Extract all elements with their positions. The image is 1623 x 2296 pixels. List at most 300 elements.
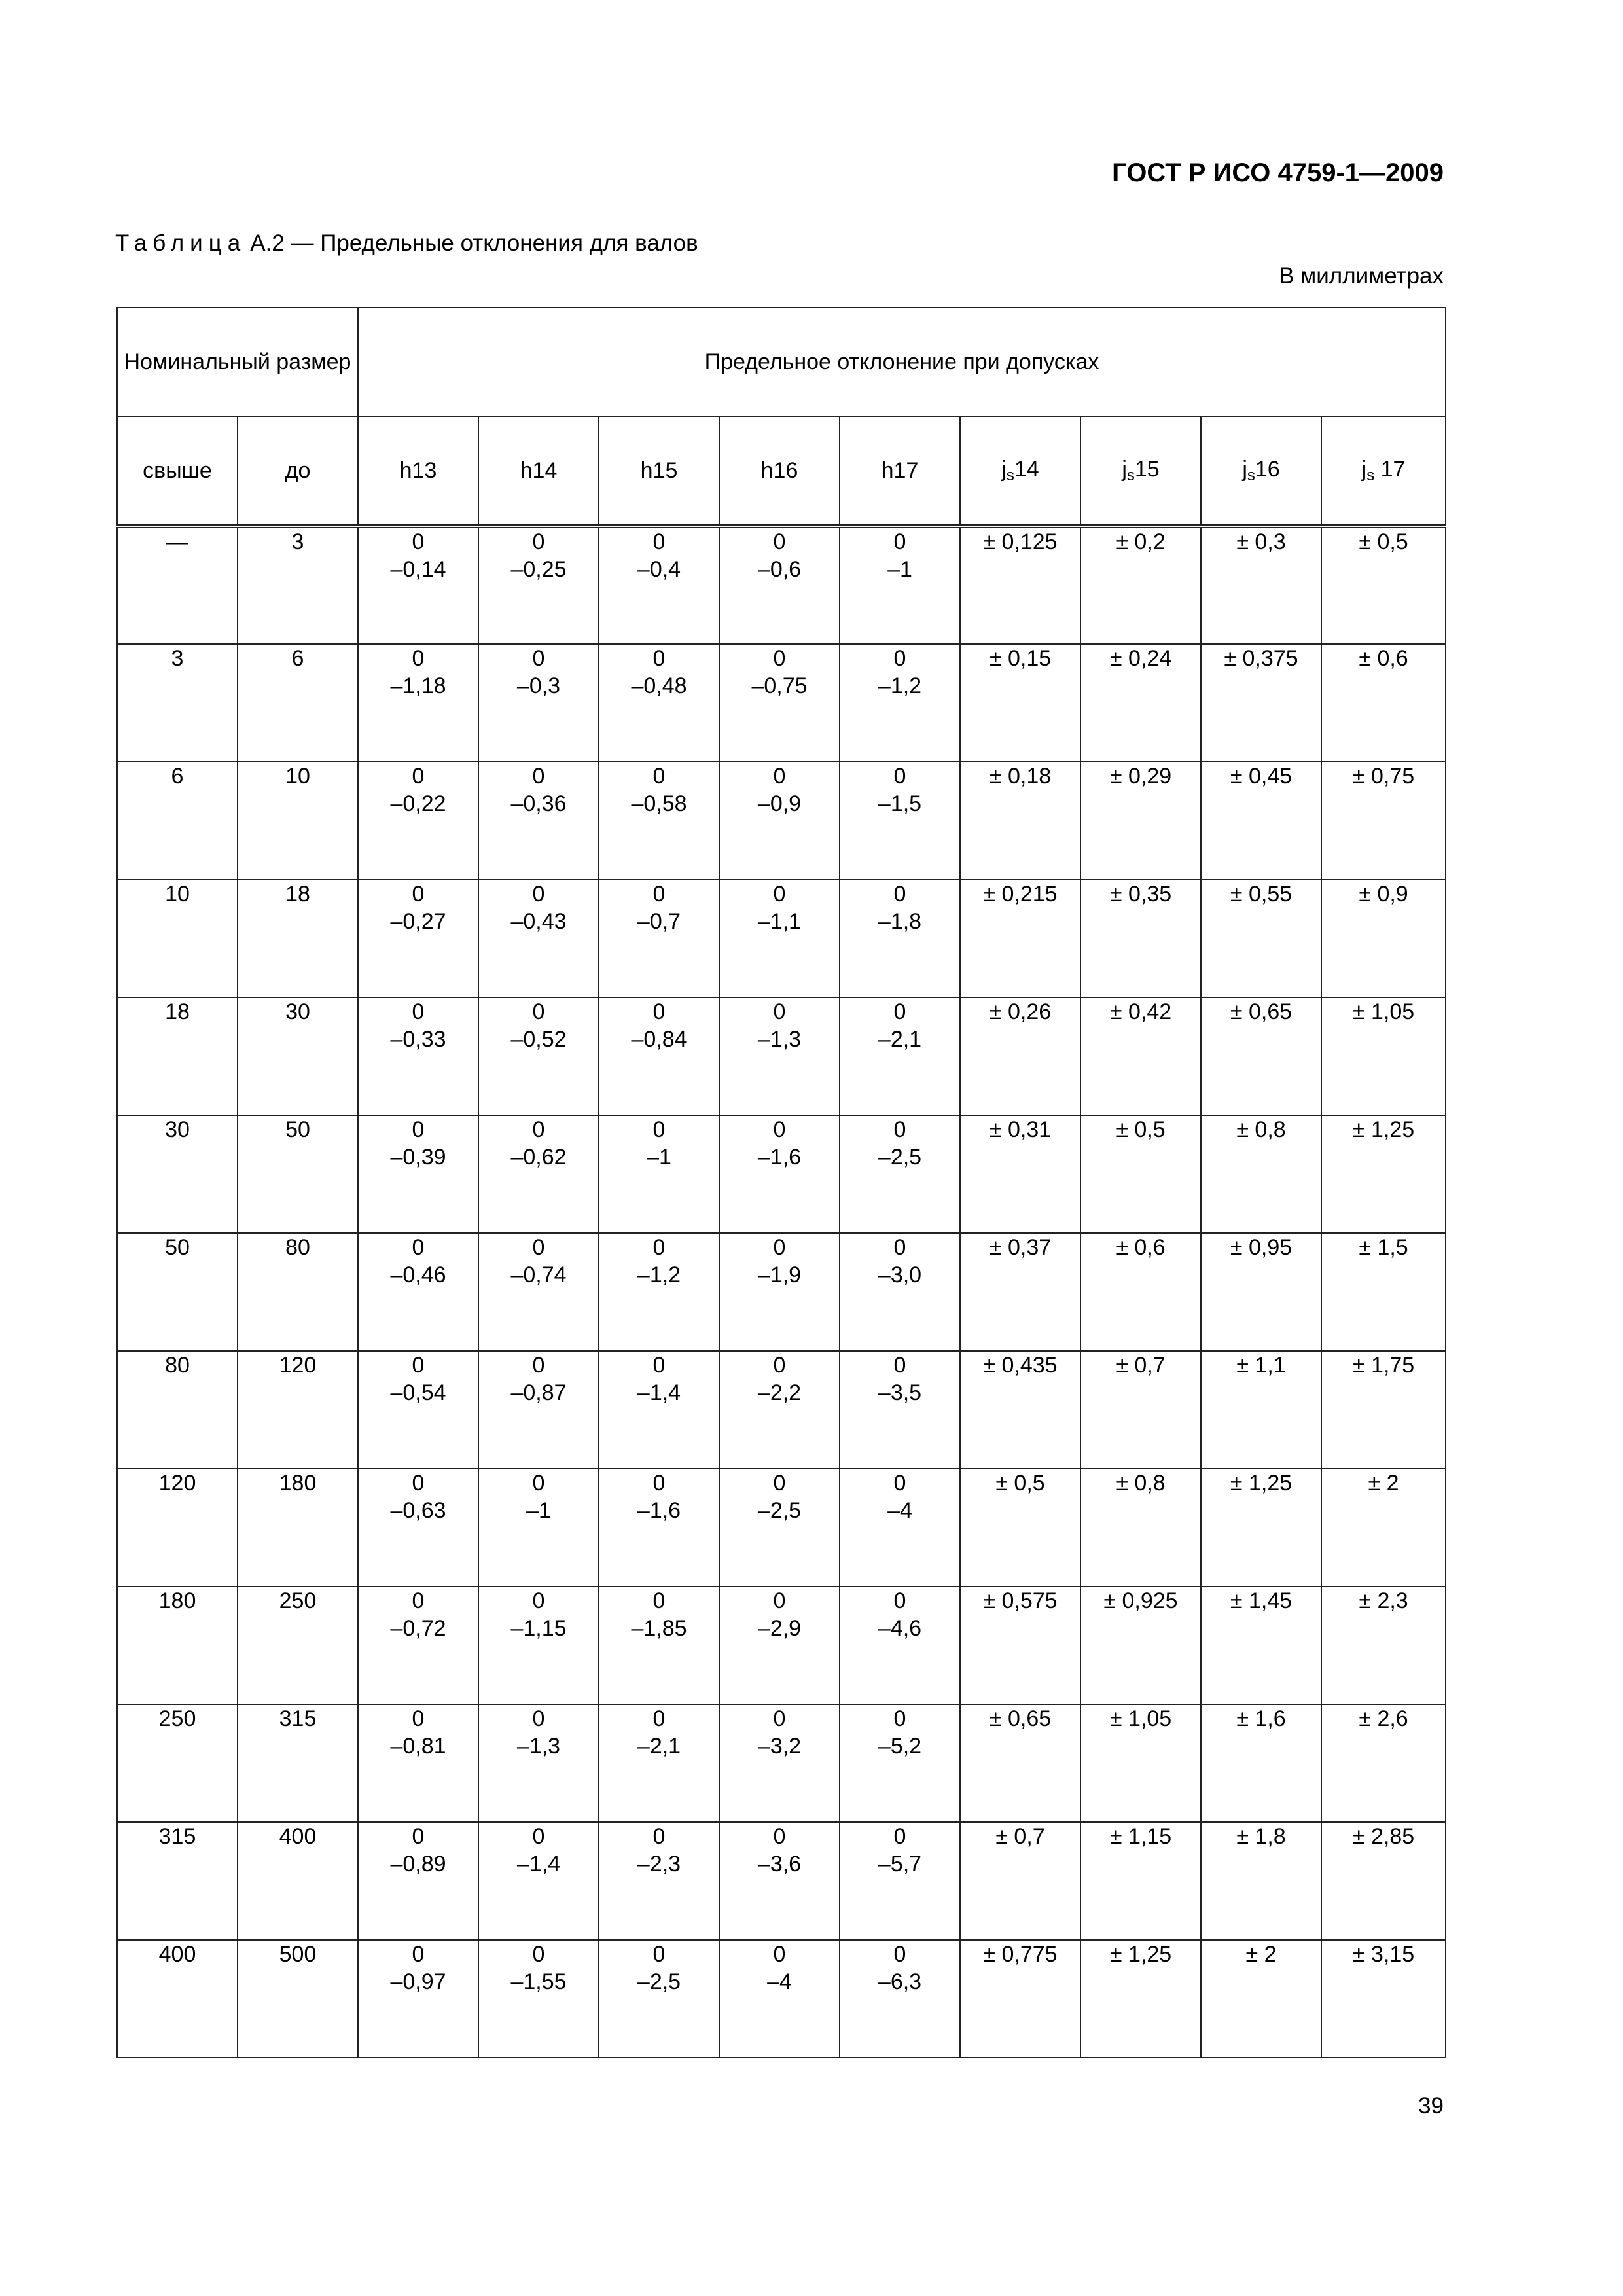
cell-js14: ± 0,37 (960, 1233, 1080, 1351)
upper-deviation: 0 (893, 882, 906, 906)
cell-h15 (599, 1233, 719, 1351)
cell-over: 50 (117, 1233, 238, 1351)
cell-h17 (840, 1469, 960, 1587)
lower-deviation: –4 (887, 1498, 912, 1523)
cell-js14: ± 0,18 (960, 762, 1080, 880)
cell-h17 (840, 1351, 960, 1469)
upper-deviation: 0 (412, 1471, 425, 1496)
cell-js17: ± 0,9 (1321, 880, 1446, 997)
upper-deviation: 0 (893, 529, 906, 554)
column-header-over: свыше (117, 416, 238, 526)
upper-deviation: 0 (412, 1117, 425, 1142)
header-limit-deviation: Предельное отклонение при допусках (358, 308, 1446, 416)
column-header-h15: h15 (599, 416, 719, 526)
table-row (117, 762, 1446, 880)
lower-deviation: –0,3 (516, 673, 561, 698)
lower-deviation: –1 (647, 1145, 671, 1170)
cell-js16: ± 1,6 (1201, 1704, 1321, 1822)
upper-deviation: 0 (652, 646, 666, 671)
upper-deviation: 0 (532, 1235, 545, 1260)
upper-deviation: 0 (412, 529, 425, 554)
lower-deviation: –0,63 (390, 1498, 446, 1523)
upper-deviation: 0 (893, 1706, 906, 1731)
table-row (117, 644, 1446, 762)
table-row (117, 1822, 1446, 1940)
upper-deviation: 0 (893, 1353, 906, 1378)
cell-to: 315 (238, 1704, 358, 1822)
lower-deviation: –0,46 (390, 1263, 446, 1287)
upper-deviation: 0 (893, 1588, 906, 1613)
lower-deviation: –1,9 (757, 1263, 802, 1287)
table-caption-word: Таблица (115, 230, 247, 256)
cell-h16 (719, 1351, 840, 1469)
cell-js15: ± 0,925 (1080, 1587, 1201, 1704)
cell-js14: ± 0,31 (960, 1115, 1080, 1233)
cell-to: 180 (238, 1469, 358, 1587)
header-nominal-size: Номинальный размер (117, 308, 358, 416)
upper-deviation: 0 (532, 999, 545, 1024)
lower-deviation: –2,1 (878, 1027, 922, 1052)
js15-subscript: s (1126, 466, 1135, 484)
cell-js16: ± 1,45 (1201, 1587, 1321, 1704)
cell-to: 30 (238, 997, 358, 1115)
upper-deviation: 0 (532, 1471, 545, 1496)
table-row (117, 880, 1446, 997)
lower-deviation: –4,6 (878, 1616, 922, 1641)
cell-h14 (478, 1115, 599, 1233)
cell-h13 (358, 1233, 478, 1351)
lower-deviation: –2,2 (757, 1380, 802, 1405)
upper-deviation: 0 (532, 1824, 545, 1849)
cell-js15: ± 0,7 (1080, 1351, 1201, 1469)
upper-deviation: 0 (412, 764, 425, 789)
lower-deviation: –0,33 (390, 1027, 446, 1052)
cell-h17 (840, 762, 960, 880)
column-header-h14: h14 (478, 416, 599, 526)
cell-js17: ± 1,75 (1321, 1351, 1446, 1469)
upper-deviation: 0 (893, 1471, 906, 1496)
cell-h13 (358, 762, 478, 880)
cell-h17 (840, 1115, 960, 1233)
table-caption (115, 230, 698, 257)
cell-js14: ± 0,125 (960, 526, 1080, 644)
upper-deviation: 0 (532, 1117, 545, 1142)
column-header-js16 (1201, 416, 1321, 526)
lower-deviation: –0,39 (390, 1145, 446, 1170)
cell-h13 (358, 644, 478, 762)
cell-h15 (599, 1940, 719, 2058)
upper-deviation: 0 (773, 1824, 786, 1849)
cell-js15: ± 1,25 (1080, 1940, 1201, 2058)
cell-js15: ± 1,15 (1080, 1822, 1201, 1940)
cell-h17 (840, 1233, 960, 1351)
cell-over: 180 (117, 1587, 238, 1704)
cell-to: 6 (238, 644, 358, 762)
table-row (117, 1351, 1446, 1469)
upper-deviation: 0 (652, 1824, 666, 1849)
lower-deviation: –2,5 (637, 1969, 681, 1994)
column-header-h13: h13 (358, 416, 478, 526)
lower-deviation: –1,6 (637, 1498, 681, 1523)
lower-deviation: –1,3 (516, 1734, 561, 1759)
lower-deviation: –3,0 (878, 1263, 922, 1287)
cell-js16: ± 0,95 (1201, 1233, 1321, 1351)
cell-h15 (599, 1115, 719, 1233)
lower-deviation: –0,84 (631, 1027, 687, 1052)
cell-js14: ± 0,26 (960, 997, 1080, 1115)
cell-js16: ± 0,375 (1201, 644, 1321, 762)
upper-deviation: 0 (773, 764, 786, 789)
upper-deviation: 0 (773, 1117, 786, 1142)
cell-js14: ± 0,215 (960, 880, 1080, 997)
document-code: ГОСТ Р ИСО 4759-1—2009 (1112, 158, 1444, 187)
lower-deviation: –1 (526, 1498, 551, 1523)
upper-deviation: 0 (652, 1706, 666, 1731)
lower-deviation: –3,5 (878, 1380, 922, 1405)
upper-deviation: 0 (652, 529, 666, 554)
cell-js17: ± 0,5 (1321, 526, 1446, 644)
cell-h14 (478, 1469, 599, 1587)
cell-h17 (840, 1704, 960, 1822)
cell-h13 (358, 1115, 478, 1233)
cell-h15 (599, 1822, 719, 1940)
cell-to: 10 (238, 762, 358, 880)
lower-deviation: –1,4 (516, 1852, 561, 1876)
cell-h17 (840, 1940, 960, 2058)
cell-h17 (840, 880, 960, 997)
lower-deviation: –6,3 (878, 1969, 922, 1994)
cell-h17 (840, 526, 960, 644)
upper-deviation: 0 (532, 529, 545, 554)
cell-h15 (599, 1351, 719, 1469)
lower-deviation: –0,43 (510, 909, 567, 934)
cell-h13 (358, 1822, 478, 1940)
cell-js16: ± 0,65 (1201, 997, 1321, 1115)
lower-deviation: –0,74 (510, 1263, 567, 1287)
cell-h16 (719, 762, 840, 880)
cell-js17: ± 0,75 (1321, 762, 1446, 880)
table-row (117, 1233, 1446, 1351)
lower-deviation: –5,2 (878, 1734, 922, 1759)
deviation-table (116, 307, 1446, 2058)
cell-h17 (840, 1822, 960, 1940)
upper-deviation: 0 (532, 764, 545, 789)
cell-h15 (599, 644, 719, 762)
lower-deviation: –0,81 (390, 1734, 446, 1759)
lower-deviation: –0,89 (390, 1852, 446, 1876)
lower-deviation: –0,52 (510, 1027, 567, 1052)
lower-deviation: –2,9 (757, 1616, 802, 1641)
cell-js15: ± 0,5 (1080, 1115, 1201, 1233)
cell-over: 315 (117, 1822, 238, 1940)
cell-to: 3 (238, 526, 358, 644)
cell-h16 (719, 1587, 840, 1704)
cell-js15: ± 0,6 (1080, 1233, 1201, 1351)
cell-over: 250 (117, 1704, 238, 1822)
lower-deviation: –3,2 (757, 1734, 802, 1759)
cell-js15: ± 0,35 (1080, 880, 1201, 997)
lower-deviation: –3,6 (757, 1852, 802, 1876)
table-row (117, 1115, 1446, 1233)
upper-deviation: 0 (773, 1588, 786, 1613)
cell-js17: ± 1,05 (1321, 997, 1446, 1115)
cell-js17: ± 2,85 (1321, 1822, 1446, 1940)
upper-deviation: 0 (773, 1942, 786, 1967)
cell-js14: ± 0,65 (960, 1704, 1080, 1822)
cell-to: 250 (238, 1587, 358, 1704)
lower-deviation: –0,72 (390, 1616, 446, 1641)
cell-js17: ± 2 (1321, 1469, 1446, 1587)
js15-letter: j (1122, 456, 1127, 482)
lower-deviation: –1,3 (757, 1027, 802, 1052)
cell-js15: ± 0,29 (1080, 762, 1201, 880)
cell-js14: ± 0,5 (960, 1469, 1080, 1587)
upper-deviation: 0 (652, 1235, 666, 1260)
column-header-js15 (1080, 416, 1201, 526)
upper-deviation: 0 (652, 1588, 666, 1613)
cell-h13 (358, 1587, 478, 1704)
upper-deviation: 0 (893, 646, 906, 671)
cell-over: 400 (117, 1940, 238, 2058)
cell-to: 500 (238, 1940, 358, 2058)
upper-deviation: 0 (412, 646, 425, 671)
js14-grade: 14 (1014, 456, 1039, 482)
cell-h17 (840, 997, 960, 1115)
js16-subscript: s (1247, 466, 1255, 484)
cell-h14 (478, 526, 599, 644)
table-row (117, 1469, 1446, 1587)
lower-deviation: –0,54 (390, 1380, 446, 1405)
cell-over: 18 (117, 997, 238, 1115)
lower-deviation: –1,1 (757, 909, 802, 934)
cell-h16 (719, 1822, 840, 1940)
cell-h14 (478, 997, 599, 1115)
upper-deviation: 0 (893, 764, 906, 789)
cell-js17: ± 2,3 (1321, 1587, 1446, 1704)
cell-h14 (478, 644, 599, 762)
header-row-columns (117, 416, 1446, 526)
cell-js17: ± 1,25 (1321, 1115, 1446, 1233)
table-row (117, 1704, 1446, 1822)
cell-to: 50 (238, 1115, 358, 1233)
cell-h16 (719, 1115, 840, 1233)
cell-js15: ± 0,8 (1080, 1469, 1201, 1587)
upper-deviation: 0 (652, 1471, 666, 1496)
header-row-groups (117, 308, 1446, 416)
table-row (117, 997, 1446, 1115)
lower-deviation: –0,75 (751, 673, 808, 698)
cell-h14 (478, 1822, 599, 1940)
cell-over: 120 (117, 1469, 238, 1587)
cell-h14 (478, 1940, 599, 2058)
js16-grade: 16 (1255, 456, 1280, 482)
cell-js17: ± 0,6 (1321, 644, 1446, 762)
cell-h15 (599, 880, 719, 997)
lower-deviation: –1,2 (637, 1263, 681, 1287)
upper-deviation: 0 (893, 1117, 906, 1142)
upper-deviation: 0 (893, 999, 906, 1024)
page-number: 39 (1418, 2093, 1444, 2119)
cell-h14 (478, 1351, 599, 1469)
upper-deviation: 0 (652, 1353, 666, 1378)
lower-deviation: –1,5 (878, 791, 922, 816)
cell-h14 (478, 762, 599, 880)
cell-js14: ± 0,7 (960, 1822, 1080, 1940)
cell-h15 (599, 1587, 719, 1704)
cell-h17 (840, 644, 960, 762)
cell-js15: ± 0,42 (1080, 997, 1201, 1115)
lower-deviation: –0,58 (631, 791, 687, 816)
upper-deviation: 0 (773, 1471, 786, 1496)
upper-deviation: 0 (893, 1235, 906, 1260)
js17-grade: 17 (1374, 456, 1406, 482)
upper-deviation: 0 (532, 1588, 545, 1613)
cell-h16 (719, 997, 840, 1115)
cell-h15 (599, 997, 719, 1115)
cell-h13 (358, 997, 478, 1115)
js14-letter: j (1001, 456, 1007, 482)
lower-deviation: –0,7 (637, 909, 681, 934)
cell-h13 (358, 526, 478, 644)
js15-grade: 15 (1134, 456, 1160, 482)
lower-deviation: –0,14 (390, 557, 446, 582)
upper-deviation: 0 (412, 1588, 425, 1613)
cell-h14 (478, 880, 599, 997)
cell-h15 (599, 1704, 719, 1822)
lower-deviation: –0,22 (390, 791, 446, 816)
lower-deviation: –4 (767, 1969, 792, 1994)
lower-deviation: –1 (887, 557, 912, 582)
cell-h15 (599, 526, 719, 644)
column-header-js14 (960, 416, 1080, 526)
upper-deviation: 0 (412, 882, 425, 906)
cell-js16: ± 2 (1201, 1940, 1321, 2058)
lower-deviation: –1,8 (878, 909, 922, 934)
cell-js14: ± 0,15 (960, 644, 1080, 762)
lower-deviation: –0,6 (757, 557, 802, 582)
table-caption-text: А.2 — Предельные отклонения для валов (250, 230, 698, 256)
table-row (117, 1587, 1446, 1704)
cell-js17: ± 3,15 (1321, 1940, 1446, 2058)
lower-deviation: –1,6 (757, 1145, 802, 1170)
cell-over: 3 (117, 644, 238, 762)
lower-deviation: –2,1 (637, 1734, 681, 1759)
upper-deviation: 0 (773, 999, 786, 1024)
cell-h16 (719, 880, 840, 997)
js17-letter: j (1361, 456, 1367, 482)
lower-deviation: –0,27 (390, 909, 446, 934)
upper-deviation: 0 (412, 1353, 425, 1378)
upper-deviation: 0 (773, 882, 786, 906)
upper-deviation: 0 (532, 1706, 545, 1731)
cell-h13 (358, 1469, 478, 1587)
cell-h15 (599, 762, 719, 880)
cell-h14 (478, 1233, 599, 1351)
cell-to: 120 (238, 1351, 358, 1469)
cell-js14: ± 0,435 (960, 1351, 1080, 1469)
cell-js16: ± 1,1 (1201, 1351, 1321, 1469)
lower-deviation: –5,7 (878, 1852, 922, 1876)
js16-letter: j (1242, 456, 1247, 482)
upper-deviation: 0 (773, 646, 786, 671)
cell-h14 (478, 1704, 599, 1822)
upper-deviation: 0 (532, 1942, 545, 1967)
cell-js17: ± 1,5 (1321, 1233, 1446, 1351)
cell-js14: ± 0,775 (960, 1940, 1080, 2058)
lower-deviation: –2,5 (757, 1498, 802, 1523)
cell-to: 80 (238, 1233, 358, 1351)
lower-deviation: –2,3 (637, 1852, 681, 1876)
lower-deviation: –0,87 (510, 1380, 567, 1405)
upper-deviation: 0 (652, 1942, 666, 1967)
cell-h16 (719, 1469, 840, 1587)
lower-deviation: –0,36 (510, 791, 567, 816)
lower-deviation: –1,85 (631, 1616, 687, 1641)
upper-deviation: 0 (893, 1824, 906, 1849)
cell-h13 (358, 1940, 478, 2058)
cell-h13 (358, 1704, 478, 1822)
cell-over: 10 (117, 880, 238, 997)
lower-deviation: –0,4 (637, 557, 681, 582)
lower-deviation: –1,15 (510, 1616, 567, 1641)
cell-over: 80 (117, 1351, 238, 1469)
upper-deviation: 0 (532, 1353, 545, 1378)
column-header-to: до (238, 416, 358, 526)
lower-deviation: –1,2 (878, 673, 922, 698)
lower-deviation: –0,62 (510, 1145, 567, 1170)
js14-subscript: s (1006, 466, 1014, 484)
upper-deviation: 0 (412, 1235, 425, 1260)
upper-deviation: 0 (893, 1942, 906, 1967)
cell-h15 (599, 1469, 719, 1587)
upper-deviation: 0 (773, 1706, 786, 1731)
cell-h14 (478, 1587, 599, 1704)
cell-h16 (719, 526, 840, 644)
upper-deviation: 0 (412, 1824, 425, 1849)
lower-deviation: –2,5 (878, 1145, 922, 1170)
table-row (117, 1940, 1446, 2058)
cell-h13 (358, 880, 478, 997)
cell-js16: ± 1,8 (1201, 1822, 1321, 1940)
upper-deviation: 0 (652, 764, 666, 789)
table-body (117, 526, 1446, 2058)
cell-over: 6 (117, 762, 238, 880)
lower-deviation: –0,9 (757, 791, 802, 816)
lower-deviation: –1,4 (637, 1380, 681, 1405)
cell-h13 (358, 1351, 478, 1469)
lower-deviation: –0,48 (631, 673, 687, 698)
upper-deviation: 0 (532, 646, 545, 671)
upper-deviation: 0 (412, 1706, 425, 1731)
cell-h16 (719, 1940, 840, 2058)
cell-h16 (719, 1233, 840, 1351)
upper-deviation: 0 (773, 1235, 786, 1260)
upper-deviation: 0 (652, 1117, 666, 1142)
lower-deviation: –0,97 (390, 1969, 446, 1994)
upper-deviation: 0 (532, 882, 545, 906)
upper-deviation: 0 (652, 999, 666, 1024)
cell-js15: ± 0,2 (1080, 526, 1201, 644)
lower-deviation: –1,18 (390, 673, 446, 698)
cell-js16: ± 1,25 (1201, 1469, 1321, 1587)
cell-to: 18 (238, 880, 358, 997)
lower-deviation: –1,55 (510, 1969, 567, 1994)
cell-js16: ± 0,55 (1201, 880, 1321, 997)
cell-js16: ± 0,3 (1201, 526, 1321, 644)
cell-h17 (840, 1587, 960, 1704)
column-header-h17: h17 (840, 416, 960, 526)
cell-js16: ± 0,45 (1201, 762, 1321, 880)
